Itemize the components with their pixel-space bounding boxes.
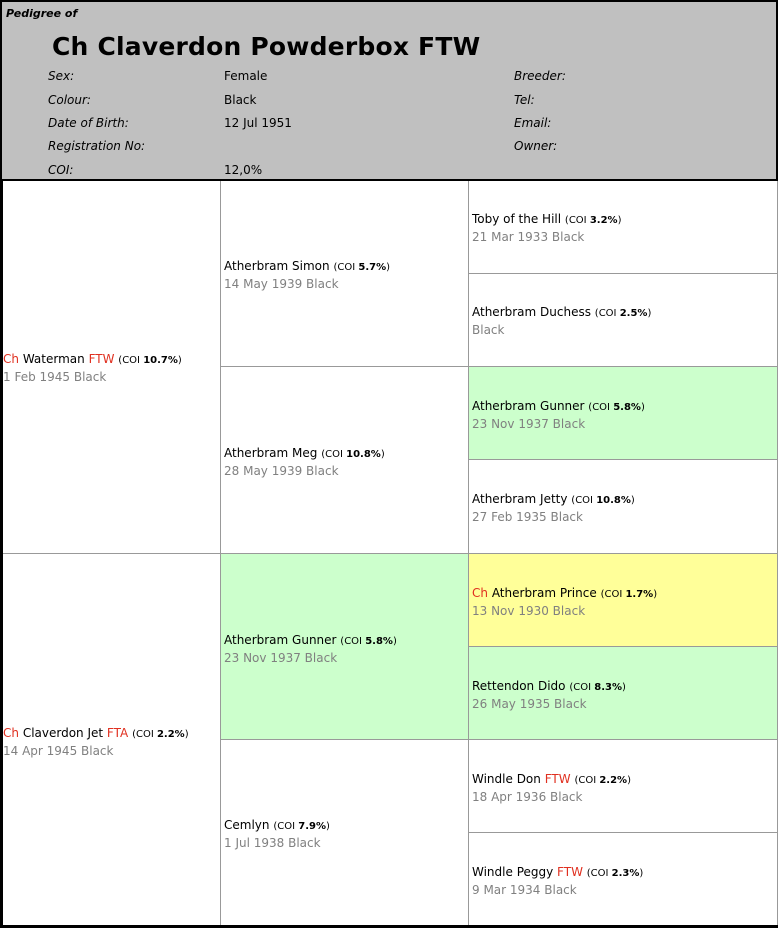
great-grandparent-coi: (COI 2.2%) [574, 775, 631, 786]
grandparent-name: Atherbram Meg [224, 446, 318, 460]
grandparent-coi: (COI 7.9%) [273, 821, 330, 832]
great-grandparent-name-line [472, 304, 651, 322]
great-grandparent-cell [469, 181, 778, 274]
great-grandparent-coi: (COI 10.8%) [571, 495, 635, 506]
pedigree-grid [0, 181, 778, 928]
email-label: Email: [514, 116, 552, 130]
great-grandparent-entry[interactable] [472, 398, 645, 432]
great-grandparent-cell-highlighted [469, 554, 778, 647]
dam-name-line [3, 725, 189, 743]
sire-prefix: Ch [3, 352, 19, 366]
grandparent-cell [221, 740, 469, 928]
great-grandparent-name-line [472, 771, 631, 789]
pedigree-of-label: Pedigree of [6, 7, 78, 20]
great-grandparent-name-line [472, 864, 643, 882]
grandparent-entry[interactable] [224, 258, 390, 292]
coi-label: COI: [48, 163, 74, 177]
great-grandparent-coi: (COI 2.3%) [586, 868, 644, 879]
sire-details: 1 Feb 1945 Black [3, 370, 107, 384]
dob-value: 12 Jul 1951 [224, 116, 292, 130]
grandparent-coi: (COI 10.8%) [321, 449, 385, 460]
great-grandparent-entry[interactable] [472, 678, 626, 712]
grandparent-name: Atherbram Simon [224, 259, 330, 273]
sire-name-line [3, 351, 182, 369]
owner-label: Owner: [514, 139, 558, 153]
sex-value: Female [224, 69, 268, 83]
great-grandparent-cell [469, 740, 778, 833]
great-grandparent-entry[interactable] [472, 491, 635, 525]
great-grandparent-entry[interactable] [472, 585, 657, 619]
great-grandparent-coi: (COI 2.5%) [594, 308, 652, 319]
great-grandparent-cell-highlighted [469, 367, 778, 460]
sire-suffix: FTW [88, 352, 115, 366]
grandparent-entry[interactable] [224, 632, 397, 666]
grandparent-name: Cemlyn [224, 818, 270, 832]
dam-entry[interactable] [3, 725, 189, 759]
grandparent-name-line [224, 632, 397, 650]
great-grandparent-name: Windle Don [472, 772, 541, 786]
great-grandparent-entry[interactable] [472, 864, 643, 898]
pedigree-header [0, 0, 778, 181]
sire-name: Waterman [22, 352, 85, 366]
great-grandparent-name-line [472, 211, 621, 229]
great-grandparent-suffix: FTW [557, 865, 583, 879]
great-grandparent-name: Atherbram Duchess [472, 305, 591, 319]
grandparent-details: 1 Jul 1938 Black [224, 836, 321, 850]
registration-label: Registration No: [48, 139, 146, 153]
great-grandparent-entry[interactable] [472, 771, 631, 805]
grandparent-cell-highlighted [221, 554, 469, 740]
grandparent-name: Atherbram Gunner [224, 633, 337, 647]
great-grandparent-cell [469, 274, 778, 367]
grandparent-coi: (COI 5.7%) [333, 262, 390, 273]
great-grandparent-name-line [472, 585, 657, 603]
great-grandparent-details: 27 Feb 1935 Black [472, 510, 583, 524]
colour-value: Black [224, 93, 257, 107]
great-grandparent-details: 23 Nov 1937 Black [472, 417, 586, 431]
grandparent-name-line [224, 445, 385, 463]
great-grandparent-name: Windle Peggy [472, 865, 554, 879]
grandparent-entry[interactable] [224, 445, 385, 479]
great-grandparent-prefix: Ch [472, 586, 488, 600]
great-grandparent-details: 9 Mar 1934 Black [472, 883, 577, 897]
great-grandparent-entry[interactable] [472, 211, 621, 245]
coi-value: 12,0% [224, 163, 263, 177]
great-grandparent-coi: (COI 8.3%) [569, 682, 626, 693]
grandparent-name-line [224, 258, 390, 276]
grandparent-coi: (COI 5.8%) [340, 636, 397, 647]
dam-coi: (COI 2.2%) [132, 729, 189, 740]
grandparent-details: 28 May 1939 Black [224, 464, 339, 478]
great-grandparent-details: 18 Apr 1936 Black [472, 790, 583, 804]
breeder-label: Breeder: [514, 69, 566, 83]
great-grandparent-coi: (COI 3.2%) [564, 215, 622, 226]
great-grandparent-details: 21 Mar 1933 Black [472, 230, 585, 244]
great-grandparent-cell [469, 460, 778, 554]
dam-name: Claverdon Jet [22, 726, 104, 740]
dam-suffix: FTA [106, 726, 129, 740]
great-grandparent-name: Atherbram Gunner [472, 399, 585, 413]
great-grandparent-details: 26 May 1935 Black [472, 697, 587, 711]
dog-name-title: Ch Claverdon Powderbox FTW [52, 32, 481, 61]
sire-cell [0, 181, 221, 554]
grandparent-details: 14 May 1939 Black [224, 277, 339, 291]
sire-coi: (COI 10.7%) [118, 355, 182, 366]
great-grandparent-name-line [472, 491, 635, 509]
colour-label: Colour: [48, 93, 91, 107]
dob-label: Date of Birth: [48, 116, 129, 130]
sex-label: Sex: [48, 69, 75, 83]
sire-entry[interactable] [3, 351, 182, 385]
great-grandparent-name: Atherbram Jetty [472, 492, 568, 506]
great-grandparent-entry[interactable] [472, 304, 651, 338]
great-grandparent-coi: (COI 1.7%) [600, 589, 658, 600]
great-grandparent-suffix: FTW [544, 772, 571, 786]
great-grandparent-name-line [472, 398, 645, 416]
great-grandparent-details: Black [472, 323, 505, 337]
grandparent-details: 23 Nov 1937 Black [224, 651, 338, 665]
tel-label: Tel: [514, 93, 535, 107]
dam-prefix: Ch [3, 726, 19, 740]
great-grandparent-name-line [472, 678, 626, 696]
great-grandparent-details: 13 Nov 1930 Black [472, 604, 586, 618]
grandparent-cell [221, 181, 469, 367]
great-grandparent-coi: (COI 5.8%) [588, 402, 645, 413]
grandparent-name-line [224, 817, 330, 835]
great-grandparent-name: Atherbram Prince [491, 586, 597, 600]
great-grandparent-cell [469, 833, 778, 928]
dam-details: 14 Apr 1945 Black [3, 744, 114, 758]
great-grandparent-cell-highlighted [469, 647, 778, 740]
grandparent-cell [221, 367, 469, 554]
grid-left-border [0, 181, 3, 928]
dam-cell [0, 554, 221, 928]
great-grandparent-name: Toby of the Hill [472, 212, 562, 226]
grandparent-entry[interactable] [224, 817, 330, 851]
great-grandparent-name: Rettendon Dido [472, 679, 566, 693]
